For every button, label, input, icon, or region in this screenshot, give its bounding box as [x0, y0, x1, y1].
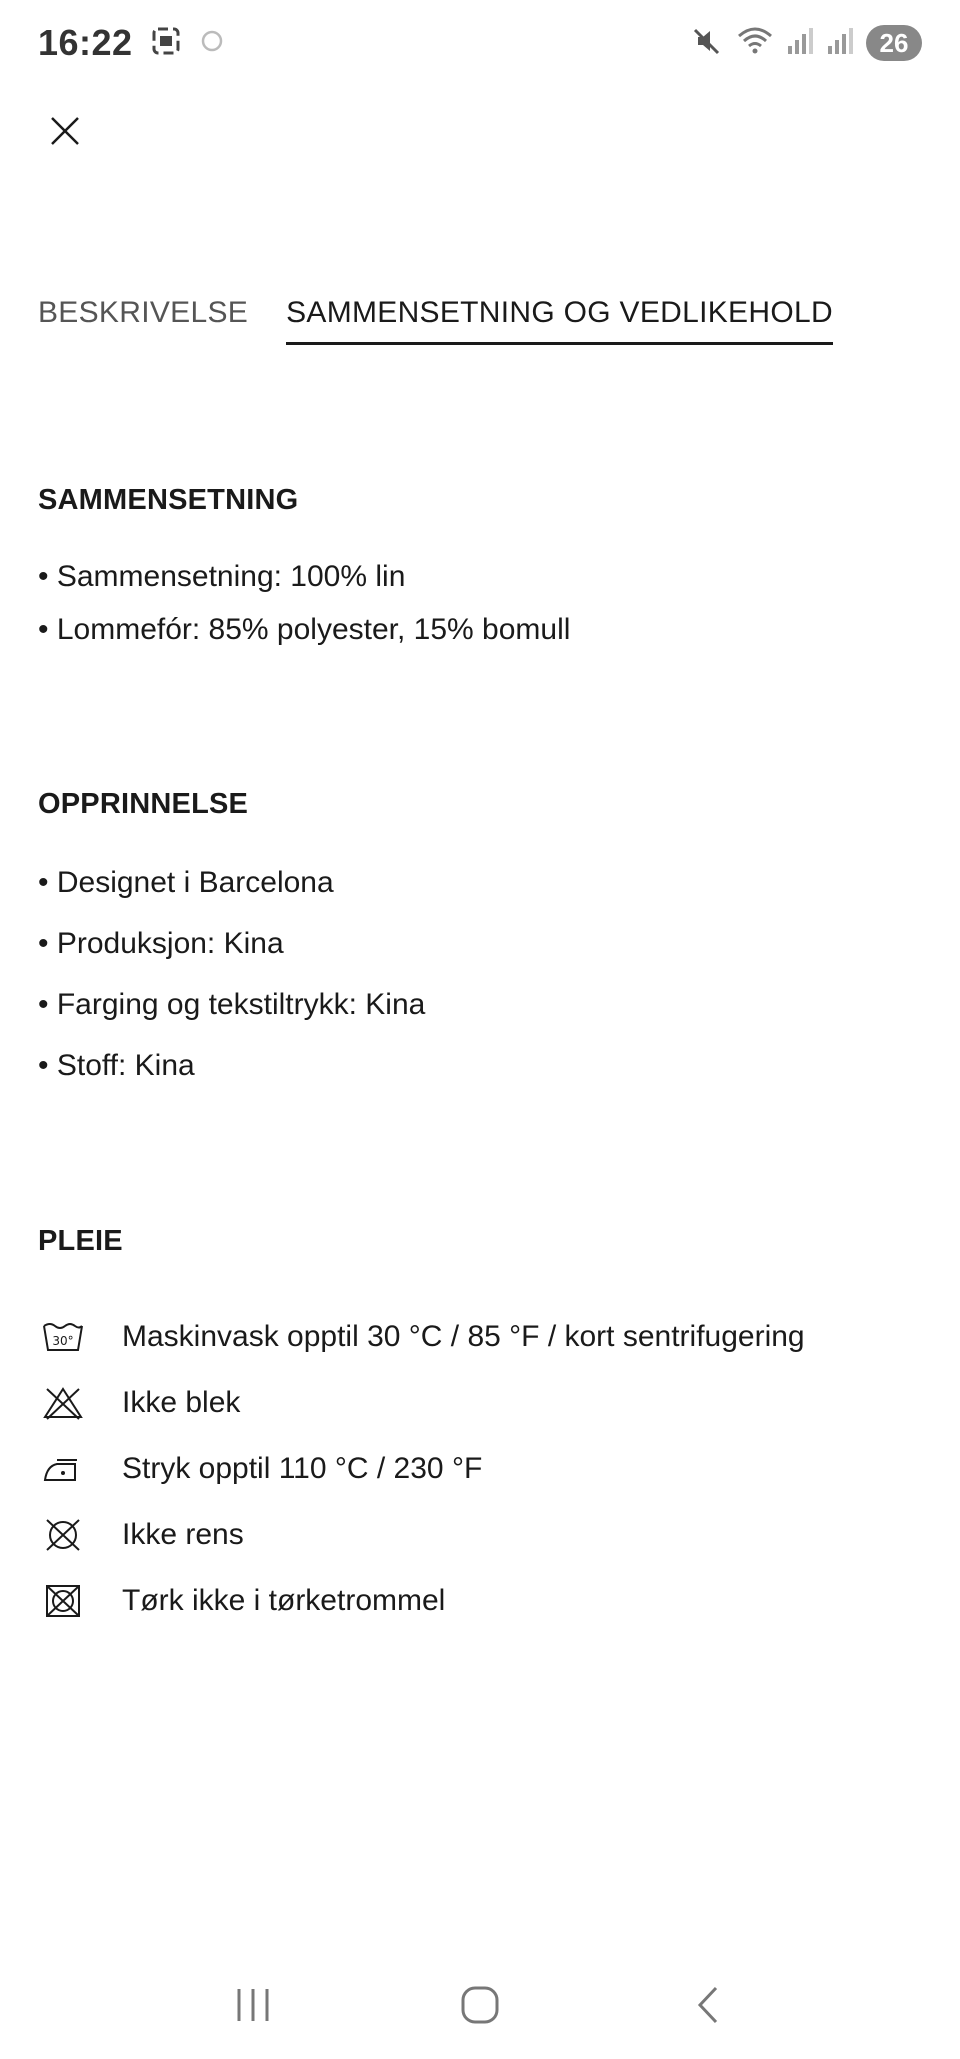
origin-list: [38, 866, 425, 1110]
no-tumble-dry-icon: [38, 1581, 88, 1621]
list-item: • Designet i Barcelona: [38, 866, 425, 927]
back-button[interactable]: [667, 1977, 747, 2037]
care-text: Ikke rens: [122, 1518, 244, 1551]
loading-icon: [199, 28, 225, 59]
iron-low-icon: [38, 1449, 88, 1489]
care-text: Stryk opptil 110 °C / 230 °F: [122, 1452, 483, 1485]
system-nav-bar: [0, 1955, 960, 2059]
signal-roaming-icon: [826, 26, 854, 61]
signal-icon: [786, 26, 814, 61]
status-right: [690, 24, 922, 63]
svg-text:30°: 30°: [52, 1334, 74, 1348]
no-dry-clean-icon: [38, 1515, 88, 1555]
section-title-care: PLEIE: [38, 1225, 123, 1257]
screenshot-icon: [151, 26, 181, 61]
wash-30-icon: [38, 1317, 88, 1357]
composition-list: [38, 560, 570, 666]
home-button[interactable]: [440, 1977, 520, 2037]
status-bar: [0, 0, 960, 86]
status-time: 16:22: [38, 22, 133, 63]
list-item: • Stoff: Kina: [38, 1049, 425, 1110]
list-item: • Lommefór: 85% polyester, 15% bomull: [38, 613, 570, 666]
home-icon: [460, 1985, 500, 2030]
no-bleach-icon: [38, 1383, 88, 1423]
care-item-dry-clean: [38, 1502, 805, 1568]
list-item: • Produksjon: Kina: [38, 927, 425, 988]
battery-indicator: 26: [866, 25, 922, 61]
tab-composition-care[interactable]: SAMMENSETNING OG VEDLIKEHOLD: [286, 296, 833, 345]
care-list: [38, 1304, 805, 1634]
back-icon: [692, 1985, 722, 2030]
care-item-bleach: [38, 1370, 805, 1436]
list-item: • Sammensetning: 100% lin: [38, 560, 570, 613]
recent-apps-button[interactable]: [213, 1977, 293, 2037]
close-icon: [50, 116, 80, 151]
wifi-icon: [736, 24, 774, 63]
care-item-wash: [38, 1304, 805, 1370]
section-title-composition: SAMMENSETNING: [38, 484, 299, 516]
care-text: Ikke blek: [122, 1386, 241, 1419]
care-text: Maskinvask opptil 30 °C / 85 °F / kort sentrifugering: [122, 1320, 805, 1353]
status-left: [38, 22, 225, 64]
care-text: Tørk ikke i tørketrommel: [122, 1584, 446, 1617]
mute-icon: [690, 24, 724, 63]
list-item: • Farging og tekstiltrykk: Kina: [38, 988, 425, 1049]
care-item-iron: [38, 1436, 805, 1502]
recent-apps-icon: [233, 1987, 273, 2028]
tab-description[interactable]: BESKRIVELSE: [38, 296, 249, 329]
close-button[interactable]: [40, 108, 90, 158]
tab-bar: [38, 296, 833, 345]
care-item-tumble-dry: [38, 1568, 805, 1634]
section-title-origin: OPPRINNELSE: [38, 788, 249, 820]
